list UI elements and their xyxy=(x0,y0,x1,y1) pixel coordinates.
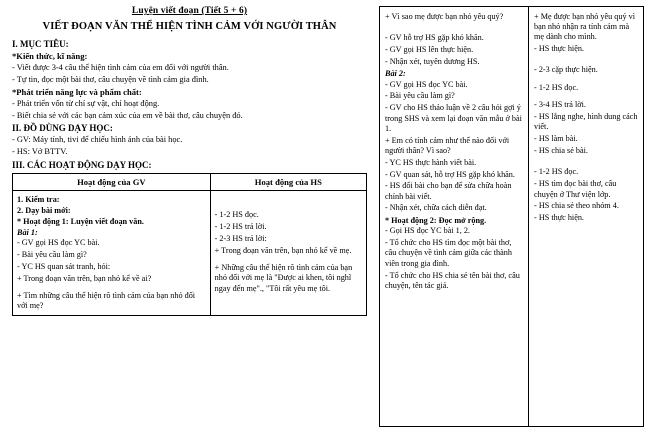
teacher-activity-line: - GV gọi HS đọc YC bài. xyxy=(17,238,100,248)
table-header-row xyxy=(13,173,367,190)
teacher-activity-line: - YC HS thực hành viết bài. xyxy=(385,157,477,167)
teacher-activity-line: Bài 2: xyxy=(385,68,406,78)
student-activity-line: - 3-4 HS trả lời. xyxy=(534,100,586,110)
student-activity-line xyxy=(215,257,362,261)
teacher-activity-line: + Tìm những câu thể hiện rõ tình cảm của bạn nhỏ đối với mẹ? xyxy=(17,291,196,311)
student-activity-line: + Trong đoạn văn trên, bạn nhỏ kể về mẹ. xyxy=(214,245,352,255)
right-column xyxy=(375,0,650,433)
student-activities-cell xyxy=(210,190,366,316)
student-activity-line: - 2-3 HS trả lời: xyxy=(214,233,267,243)
student-activity-line xyxy=(534,77,638,81)
teacher-activity-line: - GV quan sát, hỗ trợ HS gặp khó khăn. xyxy=(385,169,515,179)
page-subtitle: VIẾT ĐOẠN VĂN THỂ HIỆN TÌNH CẢM VỚI NGƯỜI THÂN xyxy=(42,21,337,32)
student-activity-line xyxy=(534,162,638,166)
teacher-activity-line: - HS đổi bài cho bạn để sửa chữa hoàn chỉnh bài viết. xyxy=(385,181,512,201)
knowledge-item: - Tự tin, đọc một bài thơ, câu chuyện về tình cảm gia đình. xyxy=(12,74,209,84)
teacher-activities-cell xyxy=(13,190,211,316)
teacher-activity-line xyxy=(385,27,523,31)
section-heading-materials: II. ĐỒ DÙNG DẠY HỌC: xyxy=(12,123,113,133)
competence-item: - Biết chia sẻ với các bạn cảm xúc của em về bài thơ, câu chuyện đó. xyxy=(12,110,243,120)
competence-item: - Phát triển vốn từ chỉ sự vật, chỉ hoạt động. xyxy=(12,98,160,108)
student-activity-line xyxy=(534,60,638,64)
teacher-activity-line: * Hoạt động 2: Đọc mở rộng. xyxy=(385,215,487,225)
teacher-activity-line: 2. Dạy bài mới: xyxy=(17,205,71,215)
table-row xyxy=(380,7,644,427)
teacher-activity-line: - Gọi HS đọc YC bài 1, 2. xyxy=(385,226,470,236)
materials-item: - GV: Máy tính, tivi để chiếu hình ảnh của bài học. xyxy=(12,135,183,144)
table-row xyxy=(13,190,367,316)
column-header-student: Hoạt động của HS xyxy=(210,173,366,190)
student-activity-line: - 1-2 HS đọc. xyxy=(214,210,259,220)
student-activity-line: - 2-3 cặp thực hiện. xyxy=(534,65,598,75)
teacher-activity-line: - GV cho HS thảo luận về 2 câu hỏi gợi ý trong SHS và xem lại đoạn văn mẫu ở bài 1. xyxy=(385,103,522,133)
teacher-activity-line xyxy=(17,285,206,289)
teacher-activity-line: * Hoạt động 1: Luyện viết đoạn văn. xyxy=(17,216,144,226)
student-activity-line xyxy=(534,95,638,99)
teacher-activity-line: Bài 1: xyxy=(17,227,38,237)
teacher-activity-line: - GV gọi HS đọc YC bài. xyxy=(385,79,468,89)
student-activities-cell-continued xyxy=(529,7,644,427)
subsection-knowledge: *Kiến thức, kĩ năng: xyxy=(12,51,88,61)
page-title: Luyện viết đoạn (Tiết 5 + 6) xyxy=(131,6,248,16)
teacher-activity-line: - Nhận xét, tuyên dương HS. xyxy=(385,56,480,66)
student-activity-line: - HS tìm đọc bài thơ, câu chuyện ở Thư viện lớp. xyxy=(534,179,617,199)
column-header-teacher: Hoạt động của GV xyxy=(13,173,211,190)
teacher-activity-line: - GV hỗ trợ HS gặp khó khăn. xyxy=(385,33,484,43)
teacher-activity-line: - Bài yêu cầu làm gì? xyxy=(385,91,455,101)
section-heading-activities: III. CÁC HOẠT ĐỘNG DẠY HỌC: xyxy=(12,159,152,170)
teacher-activities-cell-continued xyxy=(380,7,529,427)
teacher-activity-line: 1. Kiểm tra: xyxy=(17,194,60,204)
student-activity-line: - HS lắng nghe, hình dung cách viết. xyxy=(534,112,638,132)
teacher-activity-line: - YC HS quan sát tranh, hỏi: xyxy=(17,261,111,271)
student-activity-line: - HS chia sẻ theo nhóm 4. xyxy=(534,201,619,211)
teacher-activity-line: + Em có tính cảm như thế nào đối với người thân? Vì sao? xyxy=(385,135,510,155)
teacher-activity-line: - Tổ chức cho HS chia sẻ tên bài thơ, câu chuyện, tên tác giả. xyxy=(385,270,520,290)
activities-table-continued xyxy=(379,6,644,427)
student-activity-line: - 1-2 HS đọc. xyxy=(534,167,579,177)
student-activity-line: + Mẹ được bạn nhỏ yêu quý vì bạn nhỏ nhận ra tính cảm mà mẹ dành cho mình. xyxy=(534,11,635,42)
section-heading-objectives: I. MỤC TIÊU: xyxy=(12,39,69,49)
teacher-activity-line: + Vì sao mẹ được bạn nhỏ yêu quý? xyxy=(385,11,504,21)
teacher-activity-line: - GV gọi HS lên thực hiện. xyxy=(385,44,474,54)
student-activity-line: - 1-2 HS đọc. xyxy=(534,82,579,92)
student-activity-line xyxy=(215,205,362,209)
student-activity-line: - HS chia sẻ bài. xyxy=(534,146,588,156)
student-activity-line: - HS thực hiện. xyxy=(534,213,584,223)
teacher-activity-line: + Trong đoạn văn trên, bạn nhỏ kể về ai? xyxy=(17,273,152,283)
materials-item: - HS: Vở BTTV. xyxy=(12,147,68,156)
student-activity-line: - HS thực hiện. xyxy=(534,43,584,53)
subsection-competence: *Phát triển năng lực và phẩm chất: xyxy=(12,87,142,97)
knowledge-item: - Viết được 3-4 câu thể hiện tình cảm của em đối với người thân. xyxy=(12,62,229,72)
student-activity-line: - HS làm bài. xyxy=(534,134,578,144)
student-activity-line: + Những câu thể hiện rõ tình cảm của bạn nhỏ đối với mẹ là "Được ai khen, tôi nghĩ ngay đến mẹ"., "Tôi rất yêu mẹ tôi. xyxy=(214,263,353,293)
teacher-activity-line: - Bài yêu cầu làm gì? xyxy=(17,249,87,259)
teacher-activity-line: - Nhận xét, chữa cách diễn đạt. xyxy=(385,203,487,213)
activities-table xyxy=(12,173,367,317)
student-activity-line: - 1-2 HS trả lời. xyxy=(214,221,267,231)
teacher-activity-line: - Tổ chức cho HS tìm đọc một bài thơ, câu chuyện về tình cảm giữa các thành viên trong gia đình. xyxy=(385,238,512,268)
